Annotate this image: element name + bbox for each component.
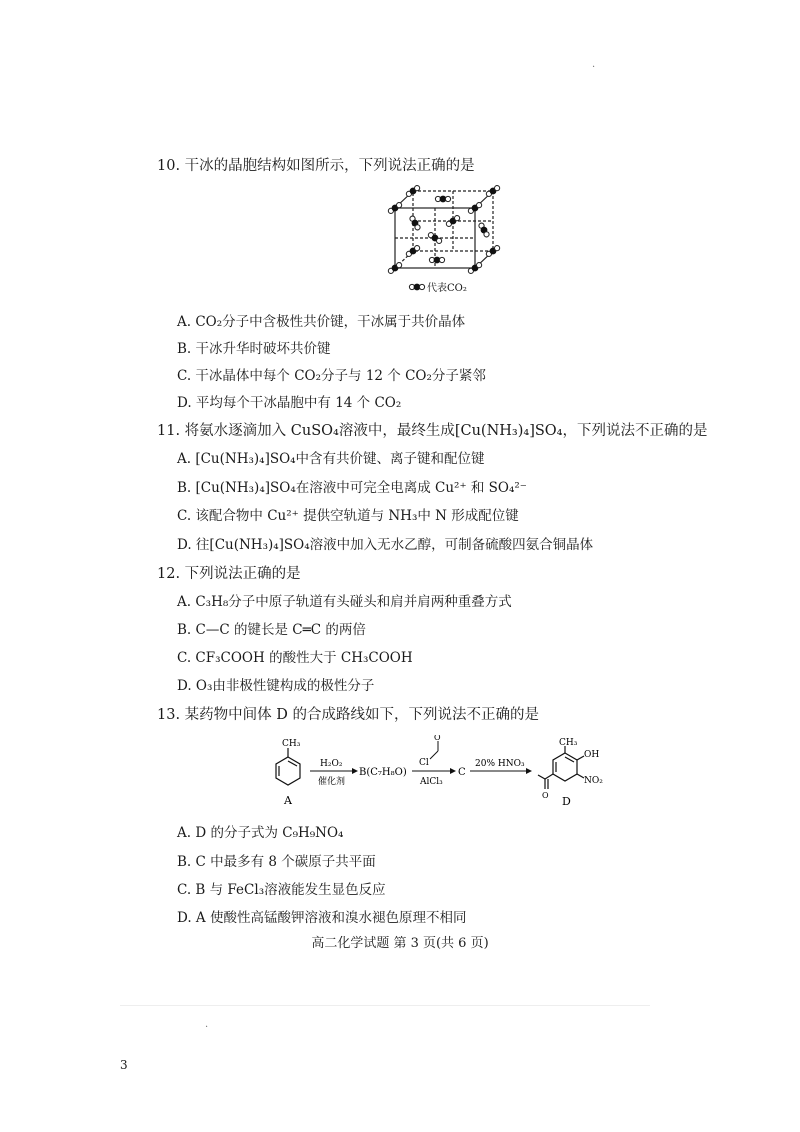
compound-a-label: A (284, 794, 292, 807)
q10-option-d: D. 平均每个干冰晶胞中有 14 个 CO₂ (177, 395, 402, 411)
page-footer: 高二化学试题 第 3 页(共 6 页) (311, 936, 489, 951)
step2-carbonyl-o: O (434, 735, 441, 742)
q13-stem: 13. 某药物中间体 D 的合成路线如下，下列说法不正确的是 (157, 707, 540, 723)
q13-option-b: B. C 中最多有 8 个碳原子共平面 (177, 854, 376, 870)
unit-cell-legend: 代表CO₂ (427, 283, 467, 294)
q10-option-c: C. 干冰晶体中每个 CO₂分子与 12 个 CO₂分子紧邻 (177, 368, 486, 384)
scan-speck: · (592, 62, 596, 73)
q12-option-c: C. CF₃COOH 的酸性大于 CH₃COOH (177, 650, 413, 666)
q11-option-d: D. 往[Cu(NH₃)₄]SO₄溶液中加入无水乙醇，可制备硫酸四氨合铜晶体 (177, 537, 594, 553)
q12-option-a: A. C₃H₈分子中原子轨道有头碰头和肩并肩两种重叠方式 (177, 594, 512, 610)
q11-option-b: B. [Cu(NH₃)₄]SO₄在溶液中可完全电离成 Cu²⁺ 和 SO₄²⁻ (177, 480, 527, 496)
q10-stem: 10. 干冰的晶胞结构如图所示，下列说法正确的是 (157, 158, 475, 174)
dry-ice-unit-cell-figure (385, 183, 510, 298)
step2-catalyst: AlCl₃ (420, 777, 443, 787)
q13-option-a: A. D 的分子式为 C₉H₉NO₄ (177, 825, 344, 841)
scan-speck: · (205, 1022, 209, 1033)
step2-reagent: Cl (419, 758, 429, 768)
q12-option-d: D. O₃由非极性键构成的极性分子 (177, 678, 375, 694)
q10-option-b: B. 干冰升华时破坏共价键 (177, 341, 331, 357)
compound-c: C (458, 767, 466, 778)
compound-b: B(C₇H₈O) (359, 767, 407, 778)
oh-label-d: OH (584, 750, 600, 760)
step1-reagent: H₂O₂ (320, 759, 343, 769)
q13-option-c: C. B 与 FeCl₃溶液能发生显色反应 (177, 882, 386, 898)
no2-label-d: NO₂ (584, 776, 603, 786)
q12-option-b: B. C—C 的键长是 C═C 的两倍 (177, 622, 366, 638)
step3-reagent: 20% HNO₃ (475, 759, 525, 769)
q10-option-a: A. CO₂分子中含极性共价键，干冰属于共价晶体 (177, 314, 466, 330)
q13-option-d: D. A 使酸性高锰酸钾溶液和溴水褪色原理不相同 (177, 910, 467, 926)
compound-d-label: D (562, 795, 571, 808)
ch3-label-d: CH₃ (559, 738, 578, 748)
ch3-label-a: CH₃ (282, 739, 301, 749)
q12-stem: 12. 下列说法正确的是 (157, 566, 301, 582)
page-number: 3 (120, 1058, 128, 1072)
carbonyl-o-d: O (542, 791, 549, 800)
q11-option-a: A. [Cu(NH₃)₄]SO₄中含有共价键、离子键和配位键 (177, 451, 485, 467)
divider (120, 1005, 650, 1006)
step1-condition: 催化剂 (318, 777, 346, 787)
synthesis-route-scheme (270, 735, 610, 820)
q11-stem: 11. 将氨水逐滴加入 CuSO₄溶液中，最终生成[Cu(NH₃)₄]SO₄，下列说法不正确的是 (157, 423, 708, 439)
q11-option-c: C. 该配合物中 Cu²⁺ 提供空轨道与 NH₃中 N 形成配位键 (177, 508, 519, 524)
